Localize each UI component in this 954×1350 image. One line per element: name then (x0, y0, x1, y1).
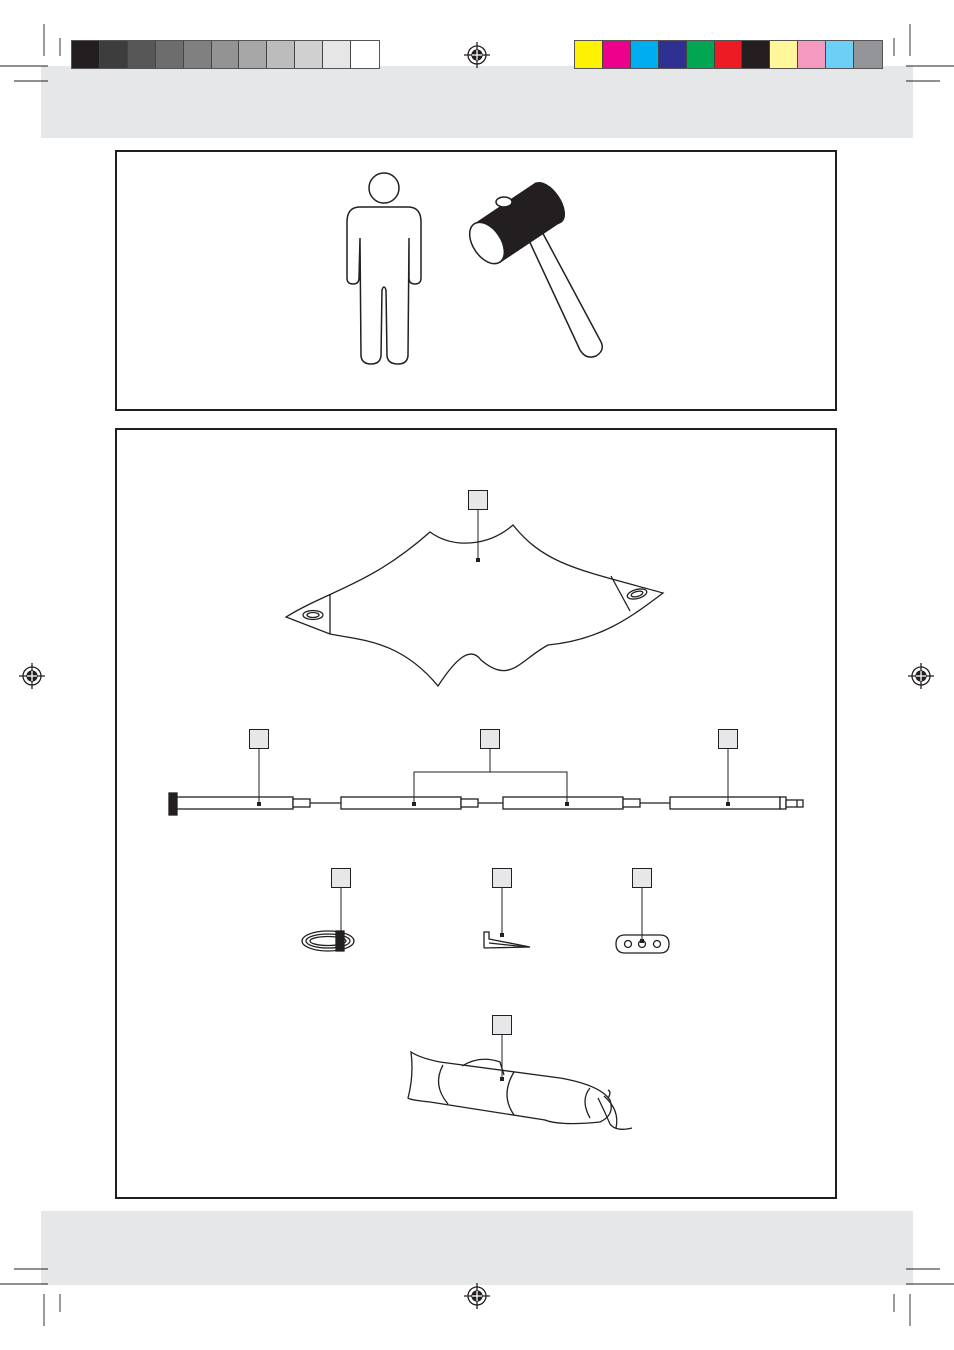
guy-rope-illustration (302, 931, 354, 951)
part-label-guy-rope (331, 868, 351, 888)
person-icon (347, 173, 421, 364)
part-label-peg (492, 868, 512, 888)
shade-sail-illustration (286, 525, 663, 686)
part-label-pole-top (718, 729, 738, 749)
registration-mark-icon (464, 1283, 490, 1309)
carry-bag-illustration (408, 1052, 632, 1129)
tent-peg-illustration (484, 932, 530, 948)
registration-mark-icon (19, 663, 45, 689)
part-label-rope-tensioner (632, 868, 652, 888)
crop-marks (0, 24, 954, 1326)
part-label-pole-bottom (249, 729, 269, 749)
registration-mark-icon (908, 663, 934, 689)
part-label-sail (468, 490, 488, 510)
part-label-carry-bag (492, 1015, 512, 1035)
registration-mark-icon (464, 42, 490, 68)
part-label-pole-middle (480, 729, 500, 749)
rubber-mallet-icon (463, 177, 603, 357)
pole-set-illustration (169, 793, 803, 815)
